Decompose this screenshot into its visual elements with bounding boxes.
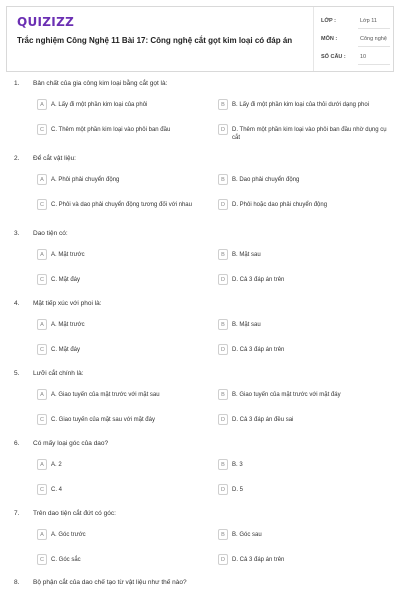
meta-divider [358,28,390,29]
option-text: A. Mặt trước [51,322,85,328]
option-letter-badge: D [218,124,228,135]
option-letter-badge: D [218,199,228,210]
option-letter-badge: B [218,319,228,330]
option-text: D. Thêm một phần kim loại vào phôi ban đầu nhờ dụng cụ cắt [232,127,387,141]
option-text: A. Góc trước [51,532,86,538]
answer-option[interactable] [37,124,207,144]
answer-option[interactable] [218,344,388,364]
answer-option[interactable] [37,274,207,294]
option-letter-badge: A [37,249,47,260]
option-text: C. Giao tuyến của mặt sau với mặt đáy [51,417,155,423]
question-number: 6. [14,440,20,447]
answer-option[interactable] [218,274,388,294]
meta-value: Công nghệ [360,36,387,42]
answer-option[interactable] [37,484,207,504]
answer-option[interactable] [218,414,388,434]
option-text: A. Phôi phải chuyển động [51,177,120,183]
option-text: B. Mặt sau [232,252,261,258]
question-number: 3. [14,230,20,237]
meta-value: 10 [360,54,367,60]
option-text: C. Mặt đáy [51,347,81,353]
answer-option[interactable] [37,249,207,269]
answer-option[interactable] [218,99,388,119]
answer-option[interactable] [37,459,207,479]
question-text: Bản chất của gia công kim loại bằng cắt gọt là: [33,80,168,87]
option-letter-badge: D [218,484,228,495]
meta-divider [358,46,390,47]
option-letter-badge: B [218,389,228,400]
question-number: 4. [14,300,20,307]
option-text: A. Lấy đi một phần kim loại của phôi [51,102,148,108]
option-text: C. 4 [51,487,63,493]
option-letter-badge: B [218,174,228,185]
option-text: C. Phôi và dao phải chuyển động tương đối với nhau [51,202,192,208]
option-text: A. Giao tuyến của mặt trước với mặt sau [51,392,160,398]
option-letter-badge: C [37,484,47,495]
option-text: C. Mặt đáy [51,277,81,283]
question-number: 5. [14,370,20,377]
option-letter-badge: A [37,459,47,470]
option-letter-badge: B [218,99,228,110]
answer-option[interactable] [218,529,388,549]
question-number: 7. [14,510,20,517]
option-letter-badge: D [218,274,228,285]
answer-option[interactable] [37,99,207,119]
answer-option[interactable] [218,484,388,504]
answer-option[interactable] [37,174,207,194]
option-letter-badge: A [37,99,47,110]
option-text: D. Cả 3 đáp án trên [232,557,285,563]
answer-option[interactable] [218,249,388,269]
option-letter-badge: C [37,344,47,355]
option-text: A. 2 [51,462,62,468]
option-letter-badge: C [37,124,47,135]
option-letter-badge: C [37,554,47,565]
option-letter-badge: C [37,414,47,425]
option-text: C. Thêm một phần kim loại vào phôi ban đầu [51,127,171,133]
option-text: B. Mặt sau [232,322,261,328]
option-text: D. Phôi hoặc dao phải chuyển động [232,202,328,208]
meta-label: SỐ CÂU : [321,54,346,60]
option-text: B. Góc sau [232,532,262,538]
question-text: Lưỡi cắt chính là: [33,370,84,377]
answer-option[interactable] [218,554,388,574]
meta-row-subject [314,31,396,49]
worksheet-header [6,6,394,72]
question-number: 8. [14,579,20,586]
option-text: D. 5 [232,487,244,493]
question-text: Trên dao tiện cắt đứt có góc: [33,510,116,517]
option-text: D. Cả 3 đáp án trên [232,347,285,353]
answer-option[interactable] [37,529,207,549]
meta-row-class [314,13,396,31]
option-letter-badge: A [37,174,47,185]
question-text: Mặt tiếp xúc với phoi là: [33,300,102,307]
answer-option[interactable] [37,199,207,219]
answer-option[interactable] [218,124,388,144]
option-letter-badge: D [218,554,228,565]
option-text: C. Góc sắc [51,557,81,563]
question-text: Có mấy loại góc của dao? [33,440,109,447]
option-letter-badge: B [218,249,228,260]
option-text: B. Giao tuyến của mặt trước với mặt đáy [232,392,341,398]
option-text: B. 3 [232,462,243,468]
option-letter-badge: A [37,319,47,330]
option-letter-badge: C [37,199,47,210]
question-text: Để cắt vật liệu: [33,155,76,162]
answer-option[interactable] [218,319,388,339]
answer-option[interactable] [37,319,207,339]
answer-option[interactable] [37,554,207,574]
answer-option[interactable] [218,174,388,194]
meta-label: MÔN : [321,36,338,42]
option-letter-badge: D [218,414,228,425]
question-number: 1. [14,80,20,87]
quizizz-logo: QUIZIZZ [17,15,75,29]
option-letter-badge: B [218,529,228,540]
meta-panel [313,7,395,71]
question-text: Dao tiện có: [33,230,68,237]
answer-option[interactable] [218,389,388,409]
option-letter-badge: A [37,529,47,540]
answer-option[interactable] [218,199,388,219]
option-letter-badge: D [218,344,228,355]
answer-option[interactable] [218,459,388,479]
meta-value: Lớp 11 [360,18,377,24]
meta-row-count [314,49,396,67]
option-text: D. Cả 3 đáp án trên [232,277,285,283]
worksheet-title: Trắc nghiệm Công Nghệ 11 Bài 17: Công nghệ cắt gọt kim loại có đáp án [17,36,293,45]
meta-divider [358,64,390,65]
question-text: Bộ phận cắt của dao chế tạo từ vật liệu như thế nào? [33,579,187,586]
option-text: D. Cả 3 đáp án đều sai [232,417,294,423]
answer-option[interactable] [37,389,207,409]
option-letter-badge: B [218,459,228,470]
answer-option[interactable] [37,344,207,364]
option-letter-badge: C [37,274,47,285]
option-text: B. Lấy đi một phần kim loại của thỏi dưới dạng phoi [232,102,370,108]
option-text: A. Mặt trước [51,252,85,258]
option-letter-badge: A [37,389,47,400]
question-number: 2. [14,155,20,162]
meta-label: LỚP : [321,18,336,24]
answer-option[interactable] [37,414,207,434]
option-text: B. Dao phải chuyển động [232,177,300,183]
